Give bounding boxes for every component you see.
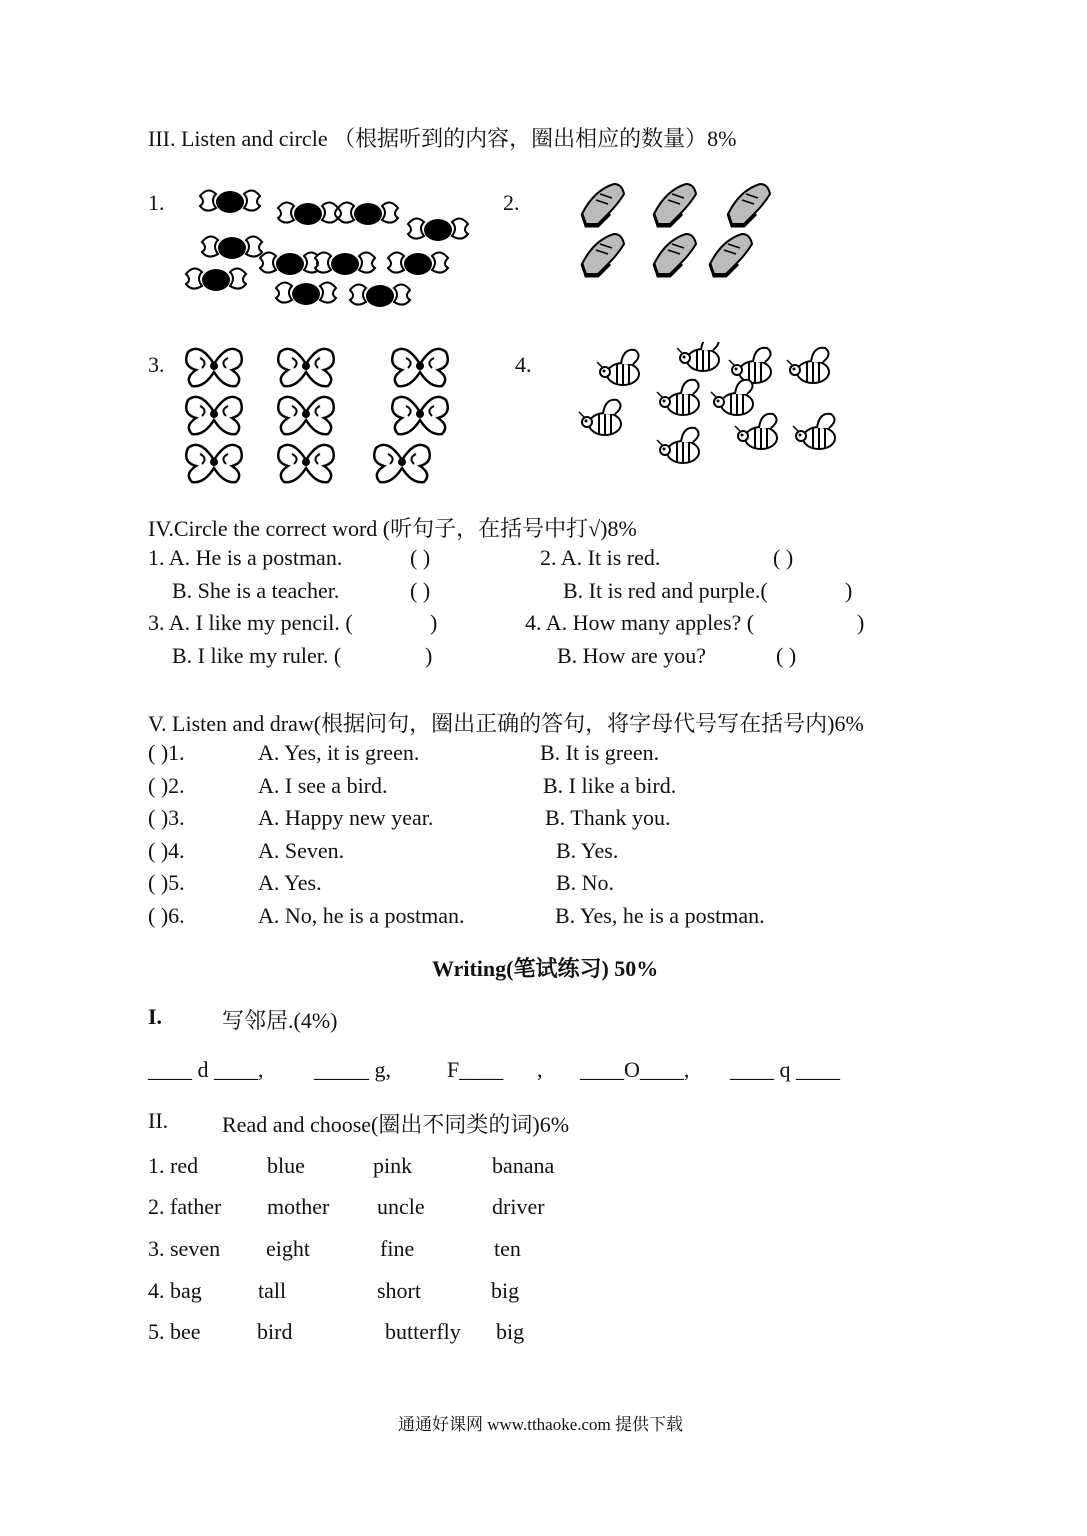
bee-group: [575, 342, 845, 472]
word-item[interactable]: fine: [380, 1236, 415, 1261]
bee-icon: [597, 350, 639, 385]
option-a: A. No, he is a postman.: [258, 903, 465, 928]
blank-item[interactable]: ____O____,: [580, 1057, 690, 1082]
bee-icon: [787, 348, 829, 383]
candy-icon: [408, 218, 468, 241]
blank-item[interactable]: _____ g,: [314, 1057, 391, 1082]
answer-paren[interactable]: ( )1.: [148, 740, 185, 765]
question-line: B. It is red and purple.(: [563, 578, 768, 603]
option-a: A. Happy new year.: [258, 805, 434, 830]
answer-paren[interactable]: ): [425, 643, 433, 668]
word-item[interactable]: 4. bag: [148, 1278, 202, 1303]
word-item[interactable]: 5. bee: [148, 1319, 201, 1344]
candy-icon: [186, 268, 246, 291]
writing1-number: I.: [148, 1004, 163, 1029]
shoe-icon: [728, 184, 770, 226]
question-line: 1. A. He is a postman.: [148, 545, 343, 570]
bow-icon: [186, 349, 242, 386]
shoe-icon: [582, 184, 624, 226]
option-b: B. No.: [556, 870, 615, 895]
answer-paren[interactable]: ( )2.: [148, 773, 185, 798]
writing2-title: Read and choose(圈出不同类的词)6%: [222, 1112, 570, 1137]
bow-icon: [278, 397, 334, 434]
word-item[interactable]: mother: [267, 1194, 330, 1219]
question-line: 4. A. How many apples? (: [525, 610, 755, 635]
word-item[interactable]: ten: [494, 1236, 521, 1261]
word-item[interactable]: pink: [373, 1153, 413, 1178]
question-line: B. She is a teacher.: [172, 578, 340, 603]
blank-item[interactable]: ____ d ____,: [148, 1057, 264, 1082]
question-line: 3. A. I like my pencil. (: [148, 610, 353, 635]
writing1-title: 写邻居.(4%): [222, 1008, 338, 1033]
option-b: B. Yes.: [556, 838, 619, 863]
section5-title: V. Listen and draw(根据问句，圈出正确的答句，将字母代号写在括号内)6%: [148, 711, 864, 736]
bow-icon: [278, 445, 334, 482]
answer-paren[interactable]: ( )5.: [148, 870, 185, 895]
candy-icon: [278, 202, 338, 225]
item-number: 1.: [148, 190, 165, 215]
answer-paren[interactable]: ( )6.: [148, 903, 185, 928]
bee-icon: [729, 348, 771, 383]
section4-title: IV.Circle the correct word (听句子，在括号中打√)8%: [148, 516, 637, 541]
word-item[interactable]: driver: [492, 1194, 545, 1219]
word-item[interactable]: uncle: [377, 1194, 425, 1219]
bee-icon: [579, 400, 621, 435]
candy-icon: [276, 282, 336, 305]
option-b: B. Yes, he is a postman.: [555, 903, 765, 928]
shoe-icon: [654, 234, 696, 276]
option-a: A. Seven.: [258, 838, 345, 863]
option-a: A. Yes.: [258, 870, 322, 895]
answer-paren[interactable]: ( ): [410, 578, 431, 603]
word-item[interactable]: banana: [492, 1153, 555, 1178]
word-item[interactable]: 2. father: [148, 1194, 222, 1219]
word-item[interactable]: bird: [257, 1319, 293, 1344]
item-number: 2.: [503, 190, 520, 215]
candy-icon: [260, 252, 320, 275]
word-item[interactable]: big: [491, 1278, 520, 1303]
word-item[interactable]: eight: [266, 1236, 310, 1261]
candy-icon: [388, 252, 448, 275]
word-item[interactable]: butterfly: [385, 1319, 461, 1344]
shoe-icon: [654, 184, 696, 226]
blank-item[interactable]: F____: [447, 1057, 504, 1082]
bow-group: [180, 342, 460, 487]
item-number: 3.: [148, 352, 165, 377]
word-item[interactable]: blue: [267, 1153, 305, 1178]
answer-paren[interactable]: ( ): [773, 545, 794, 570]
question-line: B. How are you?: [557, 643, 707, 668]
candy-icon: [315, 252, 375, 275]
answer-paren[interactable]: ( ): [410, 545, 431, 570]
option-a: A. Yes, it is green.: [258, 740, 420, 765]
question-line: B. I like my ruler. (: [172, 643, 342, 668]
answer-paren[interactable]: ( )4.: [148, 838, 185, 863]
section3-title: III. Listen and circle （根据听到的内容，圈出相应的数量）8%: [148, 126, 737, 151]
option-a: A. I see a bird.: [258, 773, 388, 798]
answer-paren[interactable]: ): [857, 610, 865, 635]
word-item[interactable]: 3. seven: [148, 1236, 221, 1261]
page-footer: 通通好课网 www.tthaoke.com 提供下载: [398, 1415, 684, 1434]
question-line: 2. A. It is red.: [540, 545, 661, 570]
bee-icon: [711, 380, 753, 415]
writing-title: Writing(笔试练习) 50%: [432, 956, 659, 981]
item-number: 4.: [515, 352, 532, 377]
bow-icon: [278, 349, 334, 386]
candy-icon: [202, 236, 262, 259]
option-b: B. It is green.: [540, 740, 660, 765]
bow-icon: [392, 397, 448, 434]
word-item[interactable]: 1. red: [148, 1153, 199, 1178]
shoe-icon: [710, 234, 752, 276]
option-b: B. I like a bird.: [543, 773, 677, 798]
word-item[interactable]: short: [377, 1278, 421, 1303]
answer-paren[interactable]: ): [845, 578, 853, 603]
candy-icon: [350, 284, 410, 307]
word-item[interactable]: tall: [258, 1278, 287, 1303]
answer-paren[interactable]: ): [430, 610, 438, 635]
bee-icon: [677, 342, 719, 371]
bow-icon: [392, 349, 448, 386]
candy-icon: [200, 190, 260, 213]
option-b: B. Thank you.: [545, 805, 671, 830]
candy-icon: [338, 202, 398, 225]
bee-icon: [793, 414, 835, 449]
writing2-number: II.: [148, 1108, 169, 1133]
bee-icon: [657, 428, 699, 463]
candy-group: [180, 178, 480, 318]
answer-paren[interactable]: ( ): [776, 643, 797, 668]
blank-separator: ,: [537, 1057, 543, 1082]
answer-paren[interactable]: ( )3.: [148, 805, 185, 830]
bow-icon: [186, 397, 242, 434]
bee-icon: [735, 414, 777, 449]
bow-icon: [374, 445, 430, 482]
blank-item[interactable]: ____ q ____: [730, 1057, 840, 1082]
shoe-group: [570, 178, 790, 288]
bee-icon: [657, 380, 699, 415]
shoe-icon: [582, 234, 624, 276]
word-item[interactable]: big: [496, 1319, 525, 1344]
bow-icon: [186, 445, 242, 482]
